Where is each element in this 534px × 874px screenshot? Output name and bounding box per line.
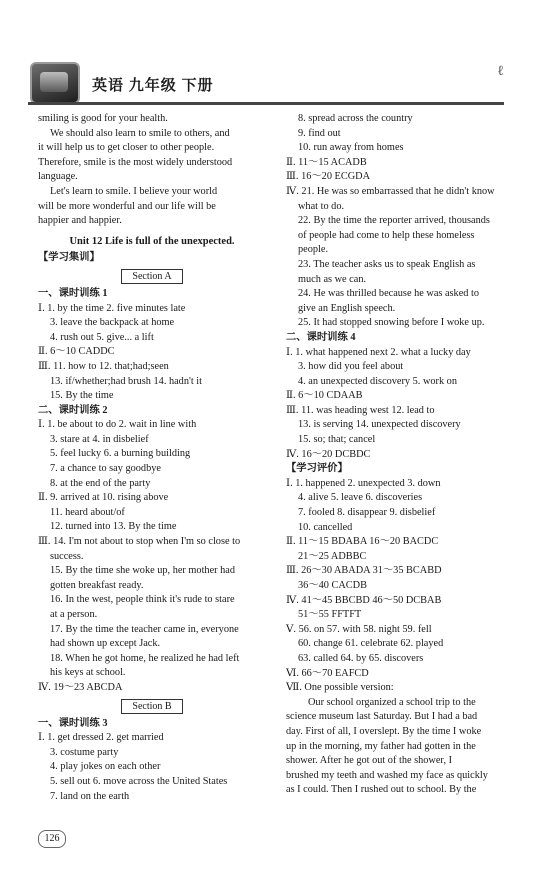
section-label: 【学习集训】 xyxy=(38,252,100,264)
answer-line: Ⅱ. 6～10 CADDC xyxy=(38,346,115,358)
text-line: Therefore, smile is the most widely understood xyxy=(38,156,233,168)
answer-line: 13. is serving 14. unexpected discovery xyxy=(298,419,461,431)
answer-line: 7. fooled 8. disappear 9. disbelief xyxy=(298,507,436,519)
answer-line: Ⅰ. 1. happened 2. unexpected 3. down xyxy=(286,477,441,489)
essay-line: Our school organized a school trip to the xyxy=(308,696,476,708)
answer-line: 3. costume party xyxy=(50,746,119,758)
answer-line: 8. spread across the country xyxy=(298,113,413,124)
answer-line: Ⅴ. 56. on 57. with 58. night 59. fell xyxy=(286,623,432,635)
answer-line: Ⅲ. 11. was heading west 12. lead to xyxy=(286,404,435,416)
answer-line: 23. The teacher asks us to speak English as xyxy=(298,258,476,270)
answer-line: 7. land on the earth xyxy=(50,790,130,802)
answer-line: 3. how did you feel about xyxy=(298,361,404,373)
left-column xyxy=(38,112,266,804)
answer-line: 10. run away from homes xyxy=(298,142,404,154)
answer-line: gotten breakfast ready. xyxy=(50,579,144,591)
essay-line: as I could. Then I rushed out to school. By the xyxy=(286,784,477,796)
answer-line: Ⅱ. 9. arrived at 10. rising above xyxy=(38,492,169,504)
answer-line: 15. By the time xyxy=(50,390,114,402)
answer-line: Ⅳ. 19～23 ABCDA xyxy=(38,681,123,693)
answer-line: 24. He was thrilled because he was asked to xyxy=(298,288,479,300)
answer-line: 4. play jokes on each other xyxy=(50,761,161,773)
section-b-box: Section B xyxy=(121,699,183,714)
answer-line: 3. leave the backpack at home xyxy=(50,317,175,329)
answer-line: 4. alive 5. leave 6. discoveries xyxy=(298,492,423,504)
answer-line: 21～25 ADBBC xyxy=(298,550,367,562)
answer-line: what to do. xyxy=(298,200,345,212)
answer-line: at a person. xyxy=(50,609,98,620)
answer-line: Ⅲ. 11. how to 12. that;had;seen xyxy=(38,360,169,372)
header-rule xyxy=(28,102,504,105)
text-line: language. xyxy=(38,171,78,183)
text-line: will be more wonderful and our life will be xyxy=(38,200,216,212)
answer-line: Ⅰ. 1. by the time 2. five minutes late xyxy=(38,302,186,314)
answer-line: Ⅰ. 1. get dressed 2. get married xyxy=(38,732,164,744)
answer-line: 25. It had stopped snowing before I woke up. xyxy=(298,317,485,329)
answer-line: 9. find out xyxy=(298,127,341,139)
answer-line: Ⅰ. 1. what happened next 2. what a lucky day xyxy=(286,346,471,358)
answer-line: 8. at the end of the party xyxy=(50,477,151,489)
answer-line: 3. stare at 4. in disbelief xyxy=(50,433,149,445)
answer-line: Ⅱ. 11～15 ACADB xyxy=(286,156,367,168)
answer-line: 60. change 61. celebrate 62. played xyxy=(298,638,444,650)
answer-line: 5. sell out 6. move across the United States xyxy=(50,775,228,787)
essay-line: science museum last Saturday. But I had a bad xyxy=(286,711,478,723)
answer-line: Ⅲ. 16～20 ECGDA xyxy=(286,171,371,183)
text-line: happier and happier. xyxy=(38,215,122,227)
decorative-swirl-icon: ℓ xyxy=(497,64,504,79)
section-label: 【学习评价】 xyxy=(286,463,348,475)
header-title: 英语 九年级 下册 xyxy=(92,78,214,94)
answer-line: had shown up except Jack. xyxy=(50,638,161,650)
essay-line: brushed my teeth and washed my face as quickly xyxy=(286,769,488,781)
answer-line: Ⅱ. 11～15 BDABA 16～20 BACDC xyxy=(286,536,439,548)
answer-line: Ⅰ. 1. be about to do 2. wait in line with xyxy=(38,419,197,431)
answer-line: 36～40 CACDB xyxy=(298,580,367,591)
answer-line: his keys at school. xyxy=(50,667,126,679)
answer-line: give an English speech. xyxy=(298,302,396,314)
answer-line: 7. a chance to say goodbye xyxy=(50,463,161,475)
answer-line: of people had come to help these homeless xyxy=(298,229,475,241)
text-line: it will help us to get closer to other people. xyxy=(38,142,215,154)
answer-line: 11. heard about/of xyxy=(50,506,125,518)
answer-line: Ⅳ. 16～20 DCBDC xyxy=(286,448,371,460)
lesson-heading: 一、课时训练 1 xyxy=(38,287,108,299)
answer-line: Ⅲ. 26～30 ABADA 31～35 BCABD xyxy=(286,565,442,577)
answer-line: Ⅶ. One possible version: xyxy=(286,682,394,694)
unit-title: Unit 12 Life is full of the unexpected. xyxy=(69,235,235,247)
answer-line: Ⅲ. 14. I'm not about to stop when I'm so close to xyxy=(38,536,241,548)
answer-line: Ⅳ. 41～45 BBCBD 46～50 DCBAB xyxy=(286,594,442,606)
answer-line: 4. rush out 5. give... a lift xyxy=(50,331,154,343)
answer-line: 63. called 64. by 65. discovers xyxy=(298,652,424,664)
text-line: Let's learn to smile. I believe your world xyxy=(50,185,218,197)
answer-line: success. xyxy=(50,550,84,562)
lesson-heading: 二、课时训练 4 xyxy=(286,331,356,343)
answer-line: 51～55 FFTFT xyxy=(298,609,362,621)
answer-line: 15. so; that; cancel xyxy=(298,434,376,446)
essay-line: day. First of all, I overslept. By the time I woke xyxy=(286,725,482,737)
answer-line: Ⅵ. 66～70 EAFCD xyxy=(286,667,369,679)
page-header xyxy=(0,58,534,110)
answer-line: much as we can. xyxy=(298,273,367,285)
answer-line: 16. In the west, people think it's rude to stare xyxy=(50,594,235,606)
section-a-box: Section A xyxy=(121,269,183,284)
answer-line: people. xyxy=(298,244,329,256)
answer-line: 13. if/whether;had brush 14. hadn't it xyxy=(50,375,202,387)
answer-line: 17. By the time the teacher came in, everyone xyxy=(50,623,239,635)
answer-line: 12. turned into 13. By the time xyxy=(50,521,177,533)
right-column xyxy=(286,112,502,798)
page-number: 126 xyxy=(38,830,66,848)
answer-line: 5. feel lucky 6. a burning building xyxy=(50,448,191,460)
answer-line: 4. an unexpected discovery 5. work on xyxy=(298,375,457,387)
text-line: We should also learn to smile to others, and xyxy=(50,127,230,139)
answer-line: Ⅳ. 21. He was so embarrassed that he didn't know xyxy=(286,185,495,197)
answer-line: 10. cancelled xyxy=(298,521,353,533)
essay-line: shower. After he got out of the shower, I xyxy=(286,755,453,767)
answer-line: 22. By the time the reporter arrived, thousands xyxy=(298,215,490,227)
answer-line: 18. When he got home, he realized he had left xyxy=(50,652,240,664)
lesson-heading: 一、课时训练 3 xyxy=(38,717,108,729)
text-line: smiling is good for your health. xyxy=(38,113,168,124)
lesson-heading: 二、课时训练 2 xyxy=(38,404,108,416)
answer-line: Ⅱ. 6～10 CDAAB xyxy=(286,390,363,402)
essay-line: up in the morning, my father had gotten in the xyxy=(286,740,476,752)
book-logo-icon xyxy=(30,62,80,104)
answer-line: 15. By the time she woke up, her mother had xyxy=(50,565,236,577)
